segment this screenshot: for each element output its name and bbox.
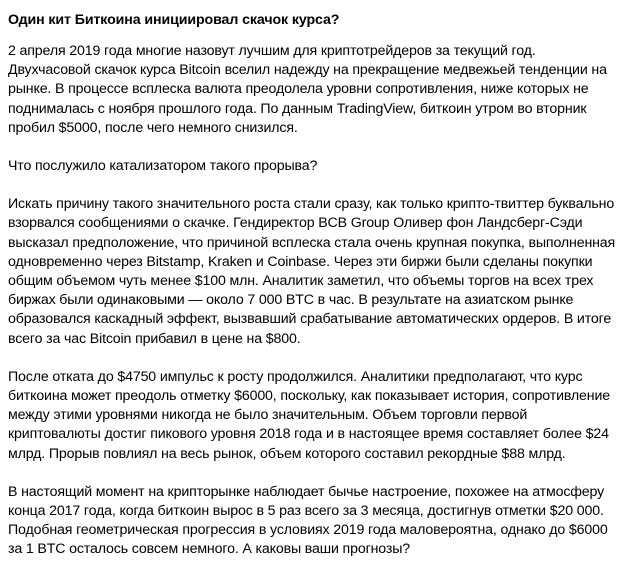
paragraph-cause: Искать причину такого значительного роста стали сразу, как только крипто-твиттер буквально взорвался сообщениями о скачке. Гендиректор BCB Group Оливер фон Ландсберг-Сэди высказал предположение, что причиной всплеска стала очень крупная покупка, выполненная одновременно через Bitstamp, Kraken и Coinbase. Через эти биржи были сделаны покупки общим объемом чуть менее $100 млн. Аналитик заметил, что объемы торгов на всех трех биржах были одинаковыми — около 7 000 BTC в час. В результате на азиатском рынке образовался каскадный эффект, вызвавший срабатывание автоматических ордеров. В итоге всего за час Bitcoin прибавил в цене на $800. bbox=[8, 196, 616, 347]
spacer bbox=[8, 30, 617, 42]
paragraph-intro: 2 апреля 2019 года многие назовут лучшим для криптотрейдеров за текущий год. Двухчасовой скачок курса Bitcoin вселил надежду на прекращение медвежьей тенденции на рынке. В процессе всплеска валюта преодолела уровни сопротивления, ниже которых не поднималась с ноября прошлого года. По данным TradingView, биткоин утром во вторник пробил $5000, после чего немного снизился. bbox=[8, 43, 607, 136]
spacer bbox=[8, 464, 617, 483]
spacer bbox=[8, 349, 617, 368]
paragraph-question: Что послужило катализатором такого прорыва? bbox=[8, 158, 318, 175]
spacer bbox=[8, 176, 617, 195]
paragraph-outlook: В настоящий момент на крипторынке наблюдает бычье настроение, похожее на атмосферу конца 2017 года, когда биткоин вырос в 5 раз всего за 3 месяца, достигнув отметки $20 000. Подобная геометрическая прогрессия в условиях 2019 года маловероятна, однако до $6000 за 1 BTC осталось совсем немного. А каковы ваши прогнозы? bbox=[8, 483, 608, 558]
spacer bbox=[8, 138, 617, 157]
paragraph-analysis: После отката до $4750 импульс к росту продолжился. Аналитики предполагают, что курс биткоина может преодоль отметку $6000, поскольку, как показывает история, сопротивление между этими уровнями никогда не было значительным. Объем торговли первой криптовалюты достиг пикового уровня 2018 года и в настоящее время составляет более $24 млрд. Прорыв повлиял на весь рынок, объем которого составил рекордные $88 млрд. bbox=[8, 368, 610, 462]
article-title: Один кит Биткоина инициировал скачок курса? bbox=[8, 12, 340, 28]
